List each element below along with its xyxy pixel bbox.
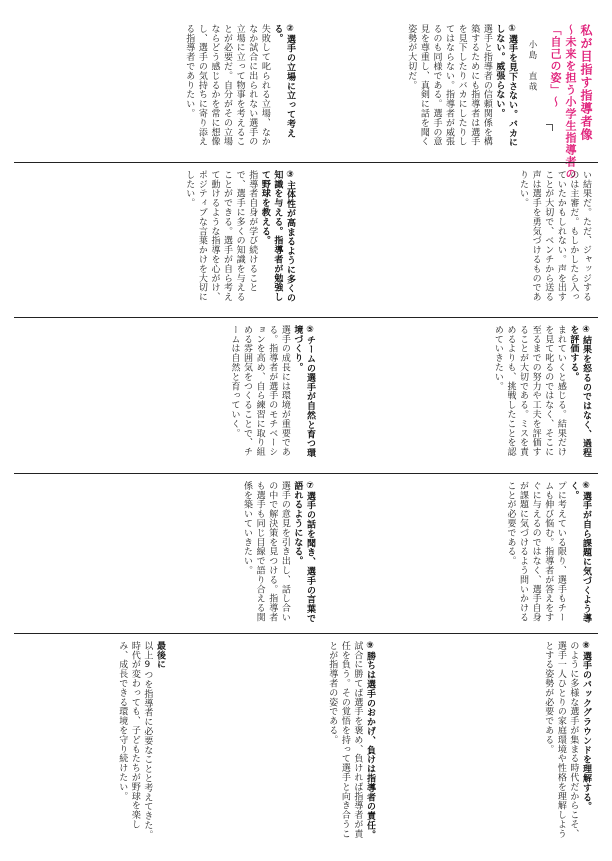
- section-row-4-left: [320, 481, 592, 625]
- section-8-body: のように多様な選手が集まる時代だからこそ、選手一人ひとりの家庭環境や性格を理解しようとする姿勢が必要である。: [543, 641, 579, 839]
- section-row-4-right: [20, 481, 316, 625]
- section-5-heading: ⑤チームの選手が自然と育つ環境づくり。: [292, 325, 315, 458]
- section-row-1-right: [20, 24, 296, 154]
- column-divider: [14, 162, 598, 163]
- section-3-heading: ③主体性が高まるように多くの知識を与える。指導者が勉強して野球を教える。: [259, 170, 295, 303]
- conclusion-heading: 最後に: [155, 641, 165, 670]
- author-name: 小島 直哉: [527, 40, 537, 93]
- section-row-1-left: [300, 24, 518, 154]
- section-2b-body: い結果だ。ただ、ジャッジするのは主審だ。もしかしたら入っていたかもしれない。声を出すことが大切で、ベンチから送る声は選手を勇気づけるものでありたい。: [518, 170, 591, 302]
- section-row-5-right: [20, 641, 166, 845]
- section-row-5-middle: [170, 641, 376, 845]
- section-row-5-left: [380, 641, 592, 845]
- section-2-heading: ②選手の立場に立って考える。: [272, 24, 295, 138]
- article-title-line3: 「自己の姿」～: [549, 24, 562, 108]
- section-row-3-right: [20, 325, 316, 465]
- section-6-body: プに考えている限り、選手もチームも伸び悩む。指導者が答えをすぐに与えるのではなく、選手自身が課題に気づけるよう問いかけることが必要である。: [505, 481, 566, 622]
- section-7-heading: ⑦選手の話を聞き、選手の言葉で語れるようになる。: [292, 481, 315, 623]
- section-row-2-right: [20, 170, 296, 310]
- section-1-body: 選手と指導者の信頼関係を構築するためにも指導者は選手を見下したりバカにしたりしてはならない。指導者が威張るのも同様である。選手の意見を尊重し、真剣に話を聞く姿勢が大切だ。: [406, 24, 492, 147]
- section-5-body: 選手の成長には環境が重要である。指導者が選手のモチベーションを高め、自ら練習に取り組める雰囲気をつくることで、チームは自然と育っていく。: [229, 325, 290, 457]
- section-1-heading: ①選手を見下さない。バカにしない。威張らない。: [494, 24, 517, 148]
- title-corner-mark: [546, 124, 553, 131]
- column-divider: [14, 473, 598, 474]
- section-9-heading: ⑨勝ちは選手のおかげ、負けは指導者の責任。: [365, 641, 375, 840]
- section-4-body: まれていくと感じる。結果だけを見て叱るのではなく、そこに至るまでの努力や工夫を評価することが大切である。ミスを責めるよりも、挑戦したことを認めていきたい。: [492, 325, 566, 457]
- article-title-line2: ～未来を担う小学生指導者の: [564, 24, 577, 180]
- section-2-body: 失敗して叱られる立場、なかなか試合に出られない選手の立場に立って物事を考えることが必要だ。自分がその立場ならどう感じるかを常に想像し、選手の気持ちに寄り添える指導者でありたい。: [184, 24, 270, 147]
- column-divider: [14, 633, 598, 634]
- section-6-heading: ⑥選手が自ら課題に気づくよう導く。: [568, 481, 591, 623]
- section-7-body: 選手の意見を引き出し、話し合いの中で解決策を見つける。指導者も選手も同じ目線で語り合える関係を築いていきたい。: [242, 481, 290, 622]
- section-9-body: 試合に勝てば選手を褒め、負ければ指導者が責任を負う。その覚悟を持って選手と向き合うことが指導者の姿である。: [327, 641, 363, 839]
- section-3-body: 指導者自身が学び続けることで、選手に多くの知識を与えることができる。選手が自ら考えて動けるような指導を心がけ、ポジティブな言葉かけを大切にしたい。: [184, 170, 258, 302]
- section-8-heading: ⑧選手のバックグラウンドを理解する。: [581, 641, 591, 812]
- section-4-heading: ④結果を怒るのではなく、過程を評価する。: [568, 325, 591, 458]
- column-divider: [14, 317, 598, 318]
- section-row-3-left: [320, 325, 592, 465]
- conclusion-body: 以上9つを指導者に必要なことと考えてきた。時代が変わっても、子どもたちが野球を楽しみ、成長できる環境を守り続けたい。: [117, 641, 153, 840]
- article-title-line1: 私が目指す指導者像: [579, 24, 593, 141]
- section-row-2-left: [300, 170, 592, 310]
